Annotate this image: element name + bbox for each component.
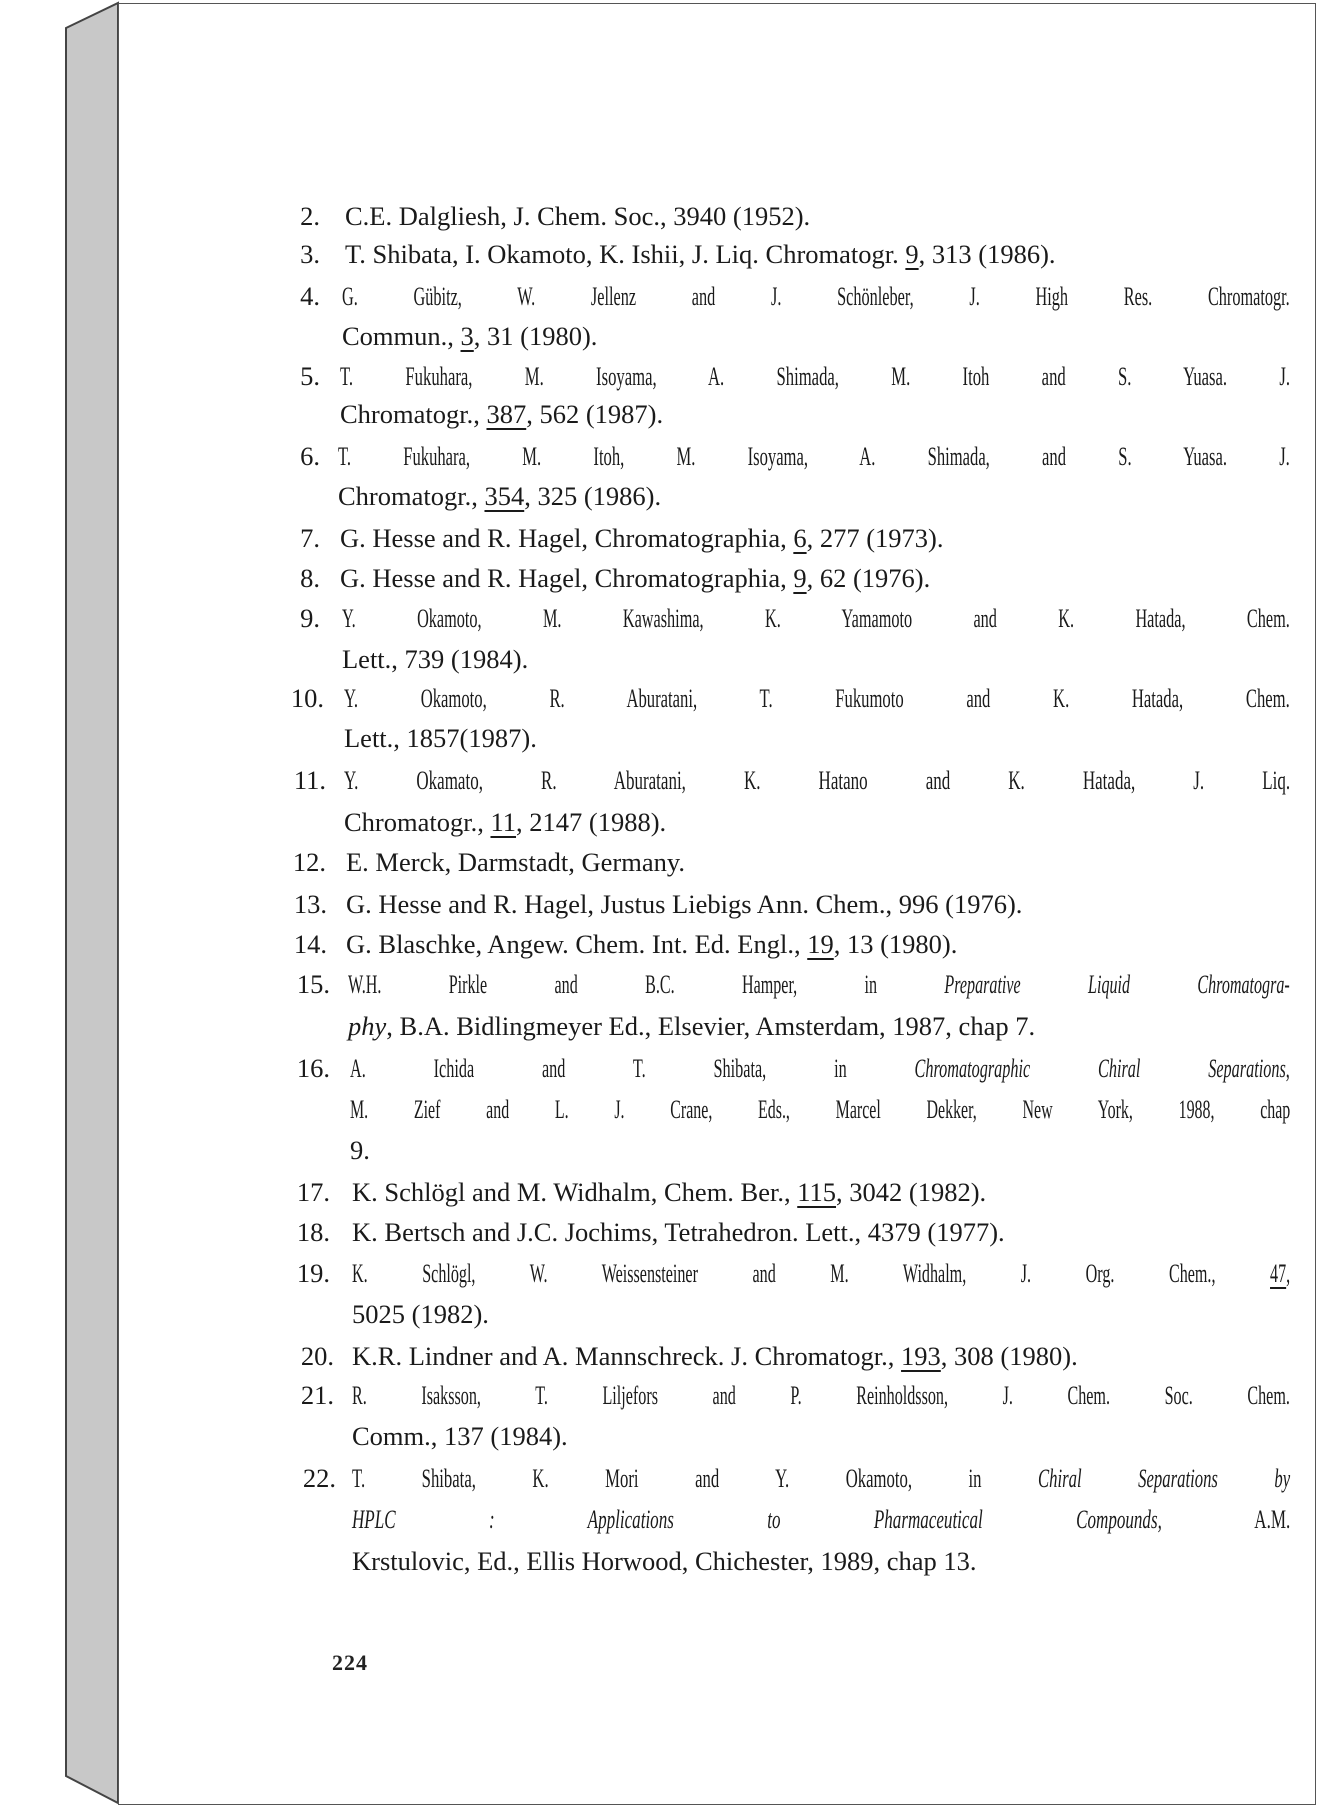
citation-text: , [1286,1258,1291,1288]
volume-number: 3 [460,321,474,351]
reference-line [348,968,1290,1000]
citation-text: , B.A. Bidlingmeyer Ed., Elsevier, Amsterdam, 1987, chap 7. [386,1011,1036,1041]
citation-text: Lett., 739 (1984). [342,644,529,674]
citation-text: K.R. Lindner and A. Mannschreck. J. Chromatogr., [352,1341,902,1371]
reference-number: 8. [300,563,320,593]
reference-line [342,643,528,675]
reference-line [344,682,1290,714]
reference-number: 14. [293,929,327,959]
reference-number: 5. [300,361,320,391]
reference-line [346,846,685,878]
citation-text: , 31 (1980). [473,321,598,351]
reference-line [344,806,666,838]
citation-text: K. Schlögl, W. Weissensteiner and M. Widhalm, J. Org. Chem., [352,1258,1271,1288]
reference-line [342,602,1290,634]
citation-text: A.M. [1161,1504,1291,1534]
reference-line [342,320,597,352]
citation-text: R. Isaksson, T. Liljefors and P. Reinholdsson, J. Chem. Soc. Chem. [352,1380,1290,1410]
reference-line [344,764,1290,796]
citation-text: Commun., [342,321,461,351]
citation-text: , 325 (1986). [524,481,662,511]
volume-number: 6 [793,523,807,553]
volume-number: 9 [905,239,919,269]
reference-line [348,1010,1035,1042]
reference-number: 20. [300,1341,334,1371]
citation-text: K. Schlögl and M. Widhalm, Chem. Ber., [352,1177,798,1207]
reference-line [340,522,944,554]
reference-line [342,280,1290,312]
reference-line [350,1134,370,1166]
volume-number: 193 [901,1341,941,1371]
citation-text: T. Fukuhara, M. Itoh, M. Isoyama, A. Shimada, and S. Yuasa. J. [338,441,1290,471]
reference-line [345,238,1056,270]
reference-number: 6. [300,441,320,471]
reference-number: 4. [300,281,320,311]
citation-text: W.H. Pirkle and B.C. Hamper, in [348,969,945,999]
reference-line [352,1257,1290,1289]
citation-text: A. Ichida and T. Shibata, in [350,1053,915,1083]
citation-text: Chromatogr., [340,399,487,429]
reference-number: 18. [296,1217,330,1247]
reference-line [338,440,1290,472]
reference-number: 11. [293,765,326,795]
volume-number: 387 [486,399,527,429]
citation-text: Krstulovic, Ed., Ellis Horwood, Chichester, 1989, chap 13. [352,1546,977,1576]
citation-text: , 313 (1986). [918,239,1056,269]
reference-number: 3. [300,239,320,269]
citation-text: , 13 (1980). [833,929,958,959]
italic-title: Preparative Liquid Chromatogra- [944,969,1290,999]
reference-line [352,1216,1005,1248]
reference-line [350,1052,1290,1084]
citation-text: , 277 (1973). [806,523,944,553]
reference-line [340,398,663,430]
citation-text: 9. [350,1135,370,1165]
reference-line [352,1420,568,1452]
reference-line [352,1503,1290,1535]
volume-number: 115 [797,1177,837,1207]
reference-line [352,1545,977,1577]
citation-text: Chromatogr., [338,481,485,511]
reference-line [346,928,957,960]
reference-number: 7. [300,523,320,553]
reference-line [352,1379,1290,1411]
reference-line [352,1340,1078,1372]
reference-line [352,1176,986,1208]
page-number: 224 [332,1650,368,1675]
reference-number: 9. [300,603,320,633]
citation-text: G. Gübitz, W. Jellenz and J. Schönleber, J. High Res. Chromatogr. [342,281,1290,311]
citation-text: , [1285,1053,1290,1083]
reference-number: 15. [296,969,330,999]
citation-text: G. Hesse and R. Hagel, Chromatographia, [340,523,794,553]
reference-number: 12. [292,847,326,877]
reference-number: 22. [302,1463,336,1493]
citation-text: , 562 (1987). [526,399,664,429]
citation-text: T. Shibata, I. Okamoto, K. Ishii, J. Liq. Chromatogr. [345,239,906,269]
reference-line [346,888,1022,920]
citation-text: K. Bertsch and J.C. Jochims, Tetrahedron. Lett., 4379 (1977). [352,1217,1005,1247]
reference-number: 19. [296,1258,330,1288]
citation-text: Comm., 137 (1984). [352,1421,568,1451]
citation-text: , 2147 (1988). [516,807,667,837]
italic-title: HPLC : Applications to Pharmaceutical Compounds, [352,1504,1162,1534]
citation-text: Lett., 1857(1987). [344,723,537,753]
citation-text: Chromatogr., [344,807,491,837]
reference-line [340,562,930,594]
citation-text: , 308 (1980). [940,1341,1078,1371]
reference-line [352,1298,489,1330]
italic-title: Chromatographic Chiral Separations [914,1053,1286,1083]
citation-text: 5025 (1982). [352,1299,489,1329]
citation-text: Y. Okamoto, M. Kawashima, K. Yamamoto and K. Hatada, Chem. [342,603,1290,633]
reference-line [345,200,810,232]
citation-text: G. Hesse and R. Hagel, Justus Liebigs Ann. Chem., 996 (1976). [346,889,1023,919]
reference-number: 16. [296,1053,330,1083]
reference-number: 10. [290,683,324,713]
italic-title: phy [348,1011,387,1041]
reference-line [344,722,537,754]
citation-text: G. Hesse and R. Hagel, Chromatographia, [340,563,794,593]
citation-text: C.E. Dalgliesh, J. Chem. Soc., 3940 (1952). [345,201,811,231]
reference-line [350,1093,1290,1125]
reference-line [352,1462,1290,1494]
volume-number: 354 [484,481,525,511]
reference-number: 13. [293,889,327,919]
volume-number: 47 [1270,1258,1287,1288]
citation-text: Y. Okamoto, R. Aburatani, T. Fukumoto and K. Hatada, Chem. [344,683,1290,713]
volume-number: 9 [793,563,807,593]
citation-text: T. Fukuhara, M. Isoyama, A. Shimada, M. Itoh and S. Yuasa. J. [340,361,1291,391]
italic-title: Chiral Separations by [1038,1463,1291,1493]
citation-text: Y. Okamato, R. Aburatani, K. Hatano and K. Hatada, J. Liq. [344,765,1291,795]
reference-number: 2. [300,201,320,231]
reference-number: 21. [300,1380,334,1410]
volume-number: 11 [490,807,517,837]
citation-text: T. Shibata, K. Mori and Y. Okamoto, in [352,1463,1039,1493]
reference-line [338,480,661,512]
reference-line [340,360,1290,392]
citation-text: , 62 (1976). [806,563,931,593]
reference-number: 17. [296,1177,330,1207]
citation-text: , 3042 (1982). [836,1177,987,1207]
volume-number: 19 [807,929,834,959]
citation-text: M. Zief and L. J. Crane, Eds., Marcel Dekker, New York, 1988, chap [350,1094,1291,1124]
citation-text: E. Merck, Darmstadt, Germany. [346,847,685,877]
citation-text: G. Blaschke, Angew. Chem. Int. Ed. Engl., [346,929,808,959]
